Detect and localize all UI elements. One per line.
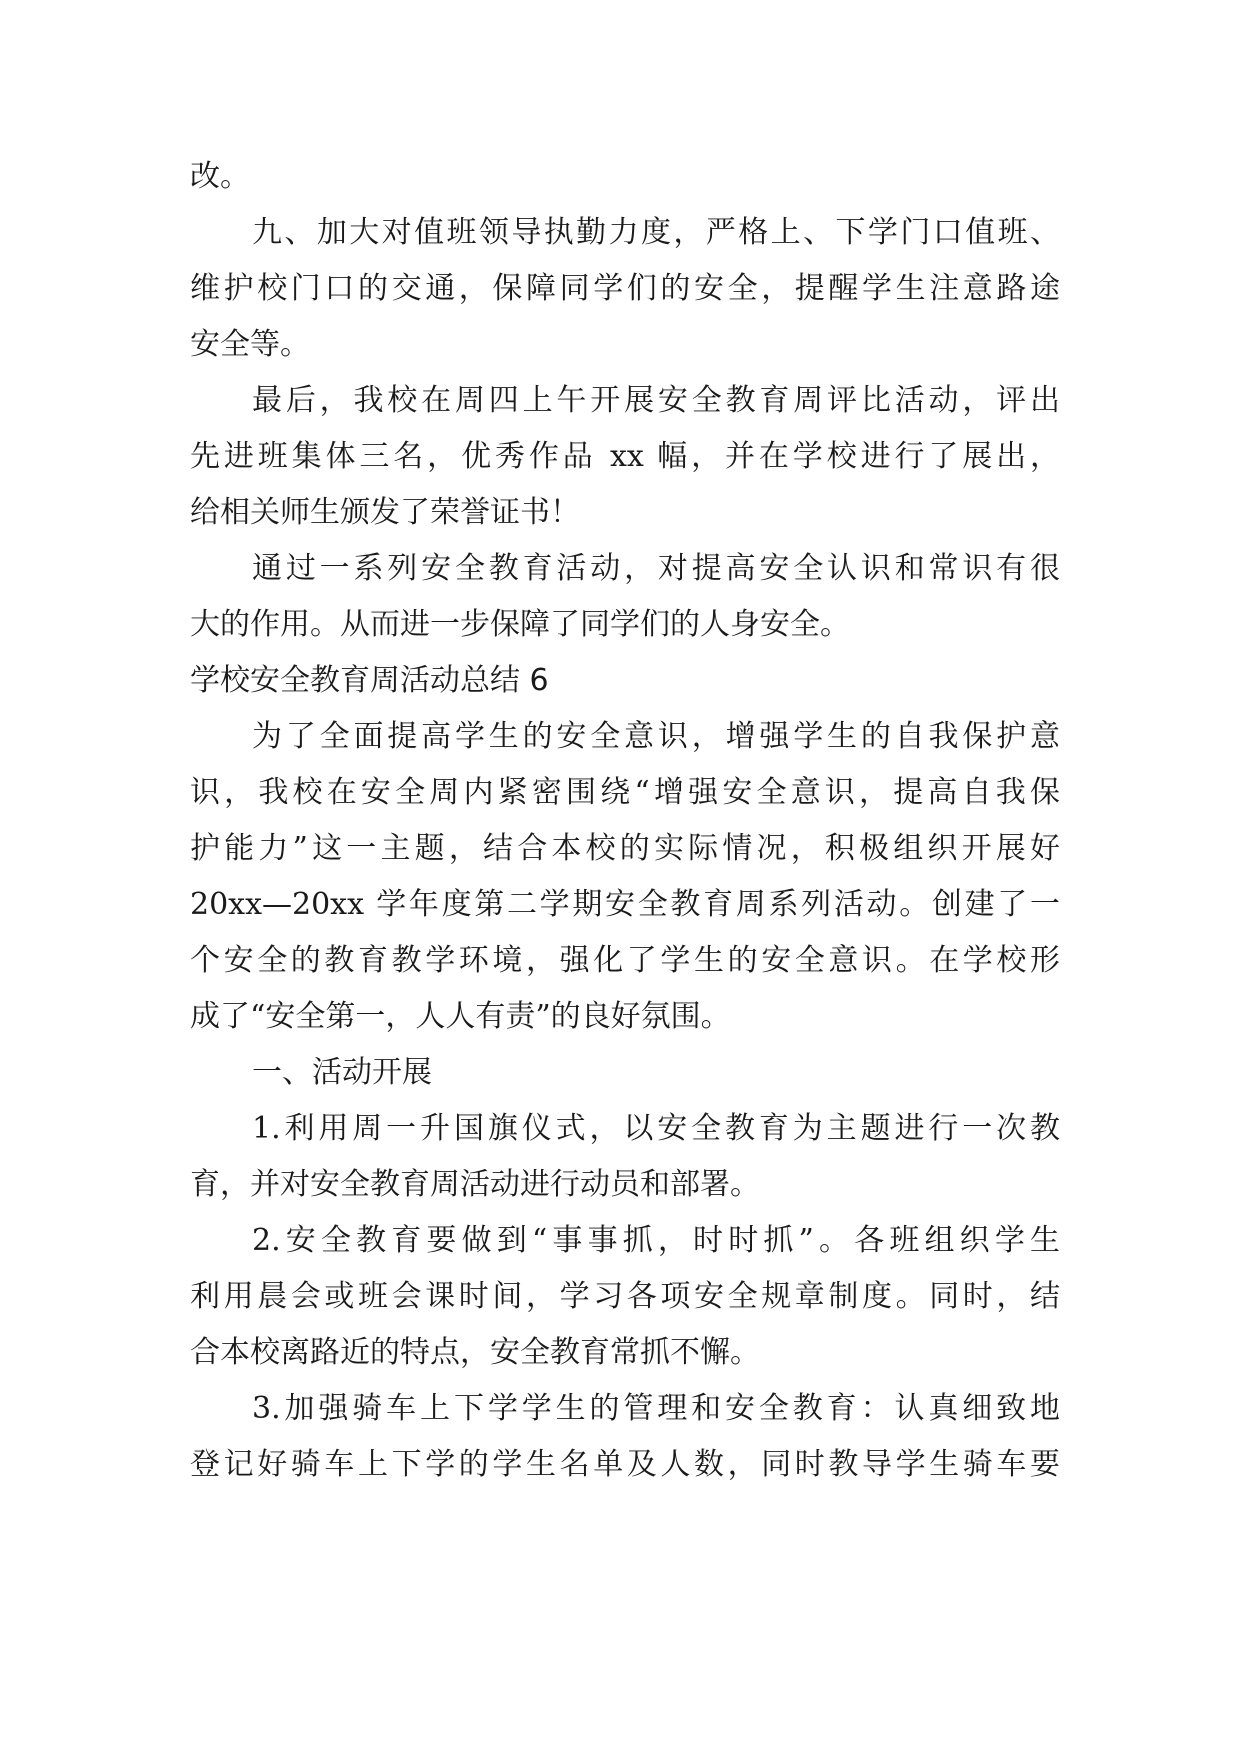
text-line: 护能力”这一主题，结合本校的实际情况，积极组织开展好 — [190, 831, 1060, 866]
text-line: 先进班集体三名，优秀作品 xx 幅，并在学校进行了展出， — [190, 439, 1060, 474]
text-line: 为了全面提高学生的安全意识，增强学生的自我保护意 — [252, 719, 1060, 754]
text-line: 20xx—20xx 学年度第二学期安全教育周系列活动。创建了一 — [190, 887, 1060, 922]
text-line: 成了“安全第一，人人有责”的良好氛围。 — [190, 999, 731, 1034]
text-line: 给相关师生颁发了荣誉证书！ — [190, 495, 580, 530]
text-line: 识，我校在安全周内紧密围绕“增强安全意识，提高自我保 — [190, 775, 1060, 810]
text-line: 九、加大对值班领导执勤力度，严格上、下学门口值班、 — [252, 215, 1060, 250]
text-line: 最后，我校在周四上午开展安全教育周评比活动，评出 — [252, 383, 1060, 418]
text-line: 育，并对安全教育周活动进行动员和部署。 — [190, 1167, 760, 1202]
subsection-heading: 一、活动开展 — [252, 1055, 432, 1090]
text-line: 大的作用。从而进一步保障了同学们的人身安全。 — [190, 607, 850, 642]
document-body — [190, 159, 1060, 1506]
text-line: 通过一系列安全教育活动，对提高安全认识和常识有很 — [252, 551, 1060, 586]
text-line: 1.利用周一升国旗仪式，以安全教育为主题进行一次教 — [252, 1111, 1060, 1146]
text-line: 2.安全教育要做到“事事抓，时时抓”。各班组织学生 — [252, 1223, 1060, 1258]
text-line: 改。 — [190, 159, 250, 194]
section-title: 学校安全教育周活动总结 6 — [190, 663, 549, 698]
text-line: 个安全的教育教学环境，强化了学生的安全意识。在学校形 — [190, 943, 1060, 978]
text-line: 合本校离路近的特点，安全教育常抓不懈。 — [190, 1335, 760, 1370]
text-line: 登记好骑车上下学的学生名单及人数，同时教导学生骑车要 — [190, 1447, 1060, 1482]
text-line: 安全等。 — [190, 327, 310, 362]
text-line: 维护校门口的交通，保障同学们的安全，提醒学生注意路途 — [190, 271, 1060, 306]
text-line: 利用晨会或班会课时间，学习各项安全规章制度。同时，结 — [190, 1279, 1060, 1314]
text-line: 3.加强骑车上下学学生的管理和安全教育：认真细致地 — [252, 1391, 1060, 1426]
